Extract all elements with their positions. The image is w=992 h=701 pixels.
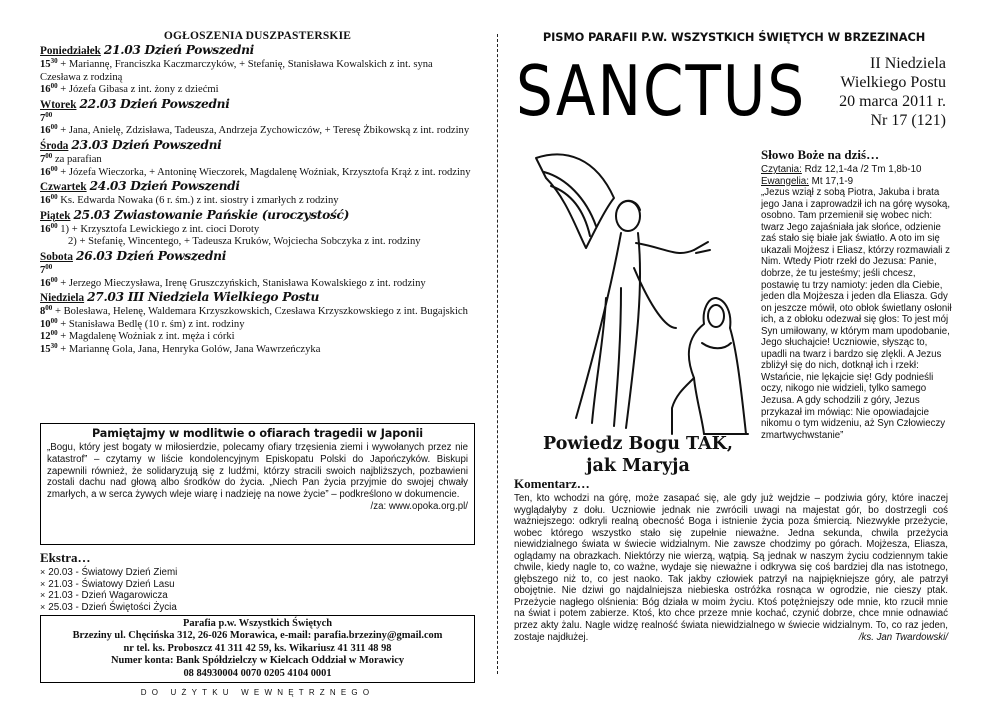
mass-intention — [40, 125, 475, 138]
cross-bullet-icon: × — [40, 578, 46, 589]
gospel-text: „Jezus wziął z sobą Piotra, Jakuba i brata jego Jana i zaprowadził ich na górę wysoką, osobno. Tam przemienił się wobec nich: twarz Jego zajaśniała jak słońce, odzienie zaś stało się białe jak światło. A oto im się ukazali Mojżesz i Eliasz, którzy rozmawiali z Nim. Wtedy Piotr rzekł do Jezusa: Panie, dobrze, że tu jesteśmy; jeśli chcesz, postawię tu trzy namioty: jeden dla Ciebie, jeden dla Mojżesza i jeden dla Eliasza. Gdy on jeszcze mówił, oto obłok świetlany osłonił ich, a z obłoku odezwał się głos: To jest mój Syn umiłowany, w którym mam upodobanie, Jego słuchajcie! Uczniowie, słysząc to, upadli na twarz i bardzo się zlękli. A Jezus zbliżył się do nich, dotknął ich i rzekł: Wstańcie, nie lękajcie się! Gdy podnieśli oczy, nikogo nie widzieli, tylko samego Jezusa. A gdy schodzili z góry, Jezus przykazał im mówiąc: Nie opowiadajcie nikomu o tym widzeniu, aż Syn Człowieczy zmartwychwstanie” — [761, 187, 952, 441]
mass-hour: 7 — [40, 153, 46, 165]
slogan — [524, 433, 752, 477]
day-name: Środa — [40, 139, 69, 152]
mass-time — [40, 262, 53, 276]
mass-intention — [40, 316, 475, 332]
slogan-line: jak Maryja — [586, 456, 690, 476]
mass-intention — [40, 262, 475, 278]
mass-hour: 15 — [40, 343, 51, 355]
mass-minutes: 00 — [45, 262, 53, 271]
day-heading — [40, 179, 475, 195]
mass-text: + Józefa Gibasa z int. żony z dziećmi — [57, 84, 219, 96]
extra-title: Ekstra… — [40, 550, 91, 565]
comment-section — [514, 476, 948, 643]
day-date: 24.03 Dzień Powszendi — [89, 179, 240, 194]
extra-list — [40, 567, 475, 613]
sanctus-logo: SANCTUS — [516, 50, 807, 132]
mass-hour: 15 — [40, 59, 51, 70]
announcements-title: OGŁOSZENIA DUSZPASTERSKIE — [163, 30, 352, 42]
contact-line: nr tel. ks. Proboszcz 41 311 42 59, ks. Wikariusz 41 311 48 98 — [123, 642, 392, 654]
extra-item-text: 20.03 - Światowy Dzień Ziemi — [48, 567, 178, 578]
day-date: 25.03 Zwiastowanie Pańskie (uroczystość) — [73, 207, 350, 222]
day-name: Niedziela — [40, 292, 85, 305]
mass-hour: 7 — [40, 264, 46, 276]
issue-info — [839, 54, 946, 130]
mass-minutes: 30 — [50, 341, 58, 350]
mass-minutes: 00 — [50, 221, 58, 230]
cross-bullet-icon: × — [40, 590, 46, 601]
mass-minutes: 00 — [50, 329, 58, 338]
day-date: 22.03 Dzień Powszedni — [79, 96, 230, 111]
cross-bullet-icon: × — [40, 567, 46, 577]
mass-intention — [40, 236, 475, 249]
ewangelia-label: Ewangelia: — [761, 175, 809, 187]
cross-bullet-icon: × — [40, 601, 46, 612]
day-block — [40, 97, 475, 138]
mass-time — [40, 331, 58, 342]
mass-minutes: 00 — [50, 82, 58, 91]
page-divider — [497, 34, 498, 674]
mass-intention — [40, 151, 475, 167]
day-name: Wtorek — [40, 98, 77, 111]
mass-text: + Stanisława Bedlę (10 r. śm) z int. rodziny — [57, 318, 245, 330]
reading-references — [761, 164, 953, 187]
mass-text: + Jana, Anielę, Zdzisława, Tadeusza, Andrzeja Zychowiczów, + Teresę Żbikowską z int. rodziny — [57, 125, 470, 137]
mass-time — [40, 275, 58, 289]
day-date: 26.03 Dzień Powszedni — [75, 248, 227, 263]
mass-intention — [40, 110, 475, 126]
mass-time — [40, 341, 58, 355]
day-block — [40, 179, 475, 208]
extra-item-text: 21.03 - Światowy Dzień Lasu — [48, 578, 175, 590]
mass-text: 1) + Krzysztofa Lewickiego z int. cioci Doroty — [57, 223, 260, 235]
mass-time — [40, 221, 58, 235]
mass-hour: 10 — [40, 318, 51, 330]
mass-text: + Bolesława, Helenę, Waldemara Krzyszkowskich, Czesława Krzyszkowskiego z int. Bugajskich — [52, 306, 468, 318]
mass-text: + Mariannę Gola, Jana, Henryka Golów, Jana Wawrzeńczyka — [57, 343, 321, 355]
extra-section — [40, 550, 475, 613]
mass-time — [40, 195, 58, 206]
comment-text: Ten, kto wchodzi na górę, może zasapać się, ale gdy już wejdzie – podziwia góry, które inaczej wyglądałyby z dołu. Uczniowie jednak nie zwrócili uwagi na majestat gór, bo dostrzegli coś ważniejszego: odkryli realną obecność Boga i istnienie życia poza śmiercią. Niezwykłe przeżycie, wobec którego wszystko stało się zupełnie nieważne. Jedna sekunda, chwila przeżycia niewidzialnego świata w świecie widzialnym. Nie zawsze chodzimy po górach. Mojżesza, Eliasza, oglądamy na obrazkach. Niektórzy nie wierzą, wątpią. Są jednak w naszym życiu codziennym takie chwile, kiedy nagle to, co ważne, wydaje się nieważne i odkrywa się coś bardziej dla nas istotnego, głębszego niż to, co jest naoko. Tak jakby człowiek patrzył na najpiękniejsze góry, ale patrzył obojętnie. Nie dziwi go najdalniejsza niebieska ostróżka rosnąca w ogrodzie, nie cieszy ptak. Przeżycie nagłego olśnienia: Bóg działa w moim życiu. Ktoś potężniejszy ode mnie, kto rzucił mnie na świat i potem zabierze. Ktoś, kto chce przeze mnie kochać, czynić dobrze, chce mnie odnawiać przez akty żalu. Nagle widzę realność świata niewidzialnego w świecie widzialnym. To, co raz jeden, zostaje najdłużej. — [514, 493, 948, 643]
mass-hour: 7 — [40, 112, 46, 124]
issue-line: Nr 17 (121) — [870, 112, 946, 129]
contact-line: 08 84930004 0070 0205 4104 0001 — [183, 667, 332, 679]
mass-intention — [40, 275, 475, 291]
mass-intention — [40, 59, 475, 84]
mass-minutes: 00 — [45, 110, 53, 119]
mass-hour: 12 — [40, 331, 51, 343]
day-name: Poniedziałek — [40, 45, 101, 57]
prayer-source: /za: www.opoka.org.pl/ — [370, 500, 468, 512]
mass-intention — [40, 195, 475, 208]
mass-intention — [40, 341, 475, 357]
reading-section — [761, 147, 953, 441]
announcements-list — [40, 43, 475, 357]
mass-minutes: 00 — [50, 164, 58, 173]
mass-intention — [40, 331, 475, 344]
mass-intention — [40, 164, 475, 180]
mass-hour: 16 — [40, 195, 51, 207]
contact-line: Parafia p.w. Wszystkich Świętych — [182, 618, 333, 629]
day-date: 27.03 III Niedziela Wielkiego Postu — [87, 290, 320, 305]
mass-minutes: 00 — [50, 275, 58, 284]
mass-hour: 16 — [40, 166, 51, 178]
day-heading — [40, 249, 475, 265]
extra-item — [40, 579, 475, 591]
slogan-line: Powiedz Bogu TAK, — [543, 434, 733, 454]
internal-use-note: DO UŻYTKU WEWNĘTRZNEGO — [140, 688, 375, 697]
day-heading — [40, 138, 475, 154]
day-name: Piątek — [40, 209, 71, 222]
contact-line: Numer konta: Bank Spółdzielczy w Kielcach Oddział w Morawicy — [110, 655, 405, 667]
comment-title: Komentarz… — [514, 476, 590, 491]
mass-time — [40, 84, 58, 95]
right-page — [514, 30, 954, 690]
mass-time — [40, 306, 52, 317]
issue-line: 20 marca 2011 r. — [839, 93, 946, 110]
day-name: Czwartek — [40, 181, 87, 194]
extra-item — [40, 567, 475, 579]
comment-author: /ks. Jan Twardowski/ — [858, 631, 948, 643]
czytania-value: Rdz 12,1-4a /2 Tm 1,8b-10 — [801, 164, 922, 175]
mass-hour: 16 — [40, 125, 51, 137]
mass-text: + Mariannę, Franciszka Kaczmarczyków, + Stefanię, Stanisława Kowalskich z int. syna Czesława z rodziną — [40, 59, 433, 83]
mass-time — [40, 164, 58, 178]
czytania-label: Czytania: — [761, 164, 802, 175]
mass-hour: 16 — [40, 277, 51, 289]
left-page — [40, 30, 475, 697]
mass-hour: 8 — [40, 306, 46, 318]
day-date: 21.03 Dzień Powszedni — [103, 43, 255, 57]
mass-text: + Magdalenę Woźniak z int. męża i córki — [57, 331, 235, 343]
extra-item — [40, 602, 475, 614]
prayer-box — [40, 423, 475, 545]
day-heading — [40, 43, 475, 59]
mass-intention — [40, 221, 475, 237]
annunciation-illustration — [526, 138, 756, 438]
day-name: Sobota — [40, 250, 73, 263]
mass-minutes: 00 — [45, 304, 53, 313]
mass-time — [40, 110, 53, 124]
day-heading — [40, 208, 475, 224]
mass-minutes: 00 — [50, 123, 58, 132]
mass-text: za parafian — [52, 153, 102, 165]
mass-minutes: 00 — [50, 193, 58, 202]
contact-line: Brzeziny ul. Chęcińska 312, 26-026 Morawica, e-mail: parafia.brzeziny@gmail.com — [72, 630, 443, 642]
parish-header: PISMO PARAFII P.W. WSZYSTKICH ŚWIĘTYCH W BRZEZINACH — [542, 30, 926, 44]
mass-time — [40, 59, 58, 70]
day-block — [40, 138, 475, 179]
extra-item — [40, 590, 475, 602]
day-block — [40, 43, 475, 97]
issue-line: II Niedziela — [870, 55, 946, 72]
day-date: 23.03 Dzień Powszedni — [71, 137, 222, 152]
day-heading — [40, 290, 475, 306]
issue-line: Wielkiego Postu — [840, 74, 946, 91]
mass-minutes: 00 — [45, 151, 53, 160]
mass-time — [40, 125, 58, 136]
mass-time — [40, 151, 53, 165]
extra-item-text: 21.03 - Dzień Wagarowicza — [48, 590, 168, 602]
prayer-text: „Bogu, który jest bogaty w miłosierdzie, polecamy ofiary trzęsienia ziemi i wywołanych przez nie katastrof” – czytamy w liście kondolencyjnym Episkopatu Polski do Japończyków. Biskupi zapewnili również, że solidaryzują się z ludźmi, którzy stracili swoich najbliższych, pozbawieni zostali dachu nad głową albo środków do życia. „Niech Pan życia przyjmie do swojej chwały zmarłych, a w serca żywych wleje wiarę i nadzieję na nowe życie” – podkreślono w dokumencie. — [47, 442, 468, 501]
mass-minutes: 00 — [50, 316, 58, 325]
ewangelia-value: Mt 17,1-9 — [808, 175, 854, 187]
day-block — [40, 208, 475, 249]
day-heading — [40, 97, 475, 113]
extra-item-text: 25.03 - Dzień Świętości Życia — [48, 601, 177, 613]
mass-minutes: 30 — [50, 57, 58, 65]
mass-text: Ks. Edwarda Nowaka (6 r. śm.) z int. siostry i zmarłych z rodziny — [57, 195, 339, 207]
mass-hour: 16 — [40, 84, 51, 96]
reading-title: Słowo Boże na dziś… — [761, 147, 880, 162]
mass-text: 2) + Stefanię, Wincentego, + Tadeusza Kruków, Wojciecha Sobczyka z int. rodziny — [68, 236, 421, 248]
mass-text: + Jerzego Mieczysława, Irenę Gruszczyńskich, Stanisława Kowalskiego z int. rodziny — [57, 277, 426, 289]
prayer-title: Pamiętajmy w modlitwie o ofiarach tragedii w Japonii — [91, 427, 424, 440]
day-block — [40, 249, 475, 290]
day-block — [40, 290, 475, 356]
mass-intention — [40, 306, 475, 319]
mass-time — [40, 316, 58, 330]
mass-intention — [40, 84, 475, 97]
mass-text: + Józefa Wieczorka, + Antoninę Wieczorek, Magdalenę Woźniak, Krzysztofa Krąż z int. rodziny — [57, 166, 471, 178]
contact-box — [40, 615, 475, 683]
mass-hour: 16 — [40, 223, 51, 235]
